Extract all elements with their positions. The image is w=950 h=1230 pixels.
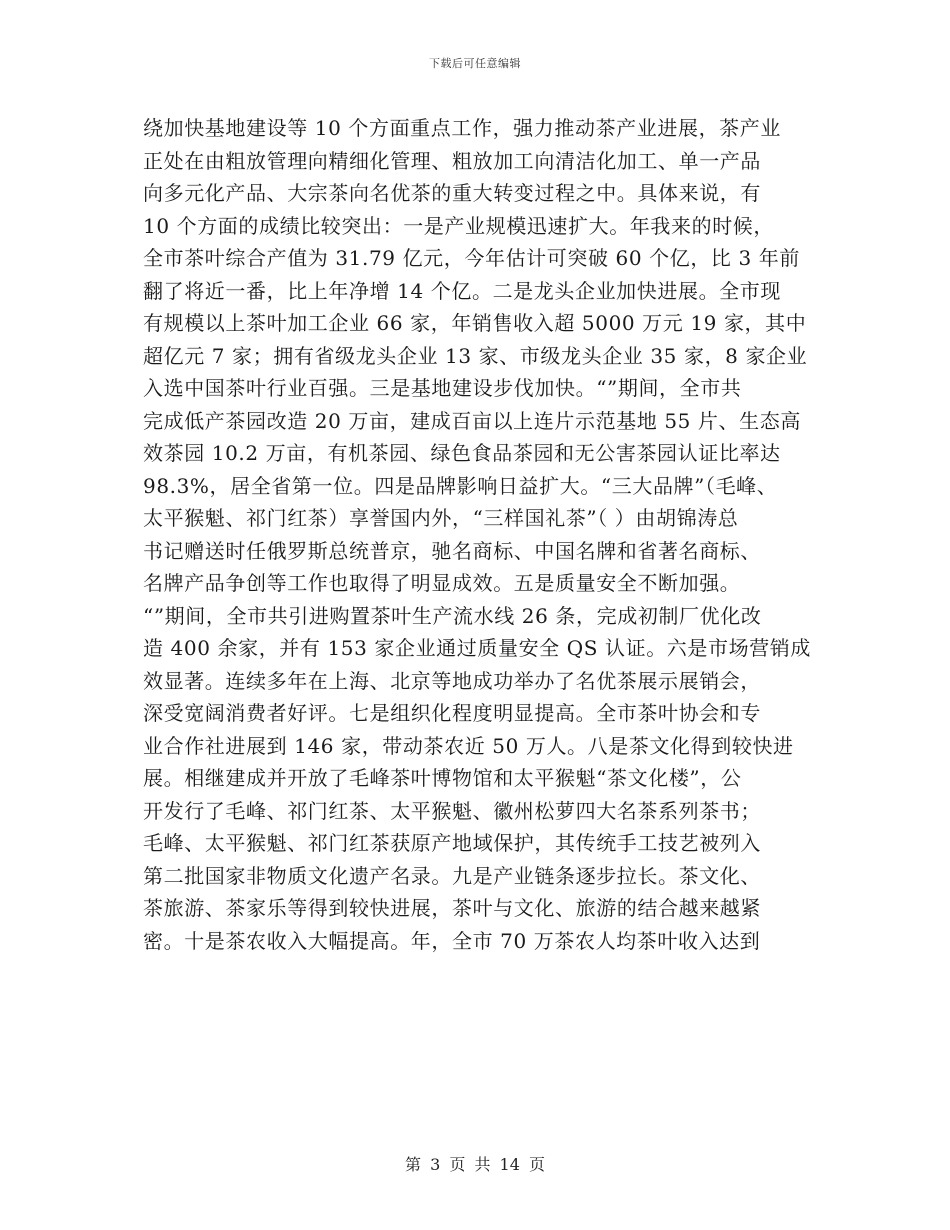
text-line: 有规模以上茶叶加工企业 66 家，年销售收入超 5000 万元 19 家，其中 [143, 311, 807, 335]
text-line: 完成低产茶园改造 20 万亩，建成百亩以上连片示范基地 55 片、生态高 [143, 408, 801, 433]
text-line: 翻了将近一番，比上年净增 14 个亿。二是龙头企业加快进展。全市现 [143, 278, 781, 303]
text-line: 造 400 余家，并有 153 家企业通过质量安全 QS 认证。六是市场营销成 [143, 636, 811, 660]
text-line: 10 个方面的成绩比较突出：一是产业规模迅速扩大。年我来的时候， [143, 213, 775, 238]
text-line: 绕加快基地建设等 10 个方面重点工作，强力推动茶产业进展，茶产业 [143, 116, 781, 140]
text-line: 全市茶叶综合产值为 31.79 亿元，今年估计可突破 60 个亿，比 3 年前 [143, 246, 800, 270]
text-line: 书记赠送时任俄罗斯总统普京，驰名商标、中国名牌和省著名商标、 [143, 538, 761, 563]
body-paragraph [143, 112, 823, 957]
text-line: 茶旅游、茶家乐等得到较快进展，茶叶与文化、旅游的结合越来越紧 [143, 896, 761, 920]
text-line: 正处在由粗放管理向精细化管理、粗放加工向清洁化加工、单一产品 [143, 148, 761, 173]
page-number-footer: 第 3 页 共 14 页 [405, 1155, 545, 1174]
text-line: 业合作社进展到 146 家，带动茶农近 50 万人。八是茶文化得到较快进 [143, 733, 794, 758]
text-line: 深受宽阔消费者好评。七是组织化程度明显提高。全市茶叶协会和专 [143, 701, 761, 725]
text-line: 超亿元 7 家；拥有省级龙头企业 13 家、市级龙头企业 35 家，8 家企业 [143, 343, 808, 368]
text-line: 毛峰、太平猴魁、祁门红茶获原产地域保护，其传统手工技艺被列入 [143, 831, 761, 855]
text-line: 效茶园 10.2 万亩，有机茶园、绿色食品茶园和无公害茶园认证比率达 [143, 441, 781, 465]
page-header: 下载后可任意编辑 [429, 57, 521, 70]
text-line: 98.3%，居全省第一位。四是品牌影响日益扩大。“三大品牌”（毛峰、 [143, 473, 778, 498]
text-line: 向多元化产品、大宗茶向名优茶的重大转变过程之中。具体来说，有 [143, 181, 761, 205]
text-line: 展。相继建成并开放了毛峰茶叶博物馆和太平猴魁“茶文化楼”，公 [143, 766, 742, 790]
text-line: 名牌产品争创等工作也取得了明显成效。五是质量安全不断加强。 [143, 571, 741, 595]
text-line: 太平猴魁、祁门红茶）享誉国内外，“三样国礼茶”（ ）由胡锦涛总 [143, 506, 739, 530]
text-line: “”期间，全市共引进购置茶叶生产流水线 26 条，完成初制厂优化改 [143, 603, 762, 628]
text-line: 开发行了毛峰、祁门红茶、太平猴魁、徽州松萝四大名茶系列茶书； [143, 798, 761, 823]
text-line: 效显著。连续多年在上海、北京等地成功举办了名优茶展示展销会， [143, 668, 761, 693]
text-line: 入选中国茶叶行业百强。三是基地建设步伐加快。“”期间，全市共 [143, 376, 742, 400]
text-line: 第二批国家非物质文化遗产名录。九是产业链条逐步拉长。茶文化、 [143, 863, 761, 888]
text-line: 密。十是茶农收入大幅提高。年，全市 70 万茶农人均茶叶收入达到 [143, 928, 761, 953]
